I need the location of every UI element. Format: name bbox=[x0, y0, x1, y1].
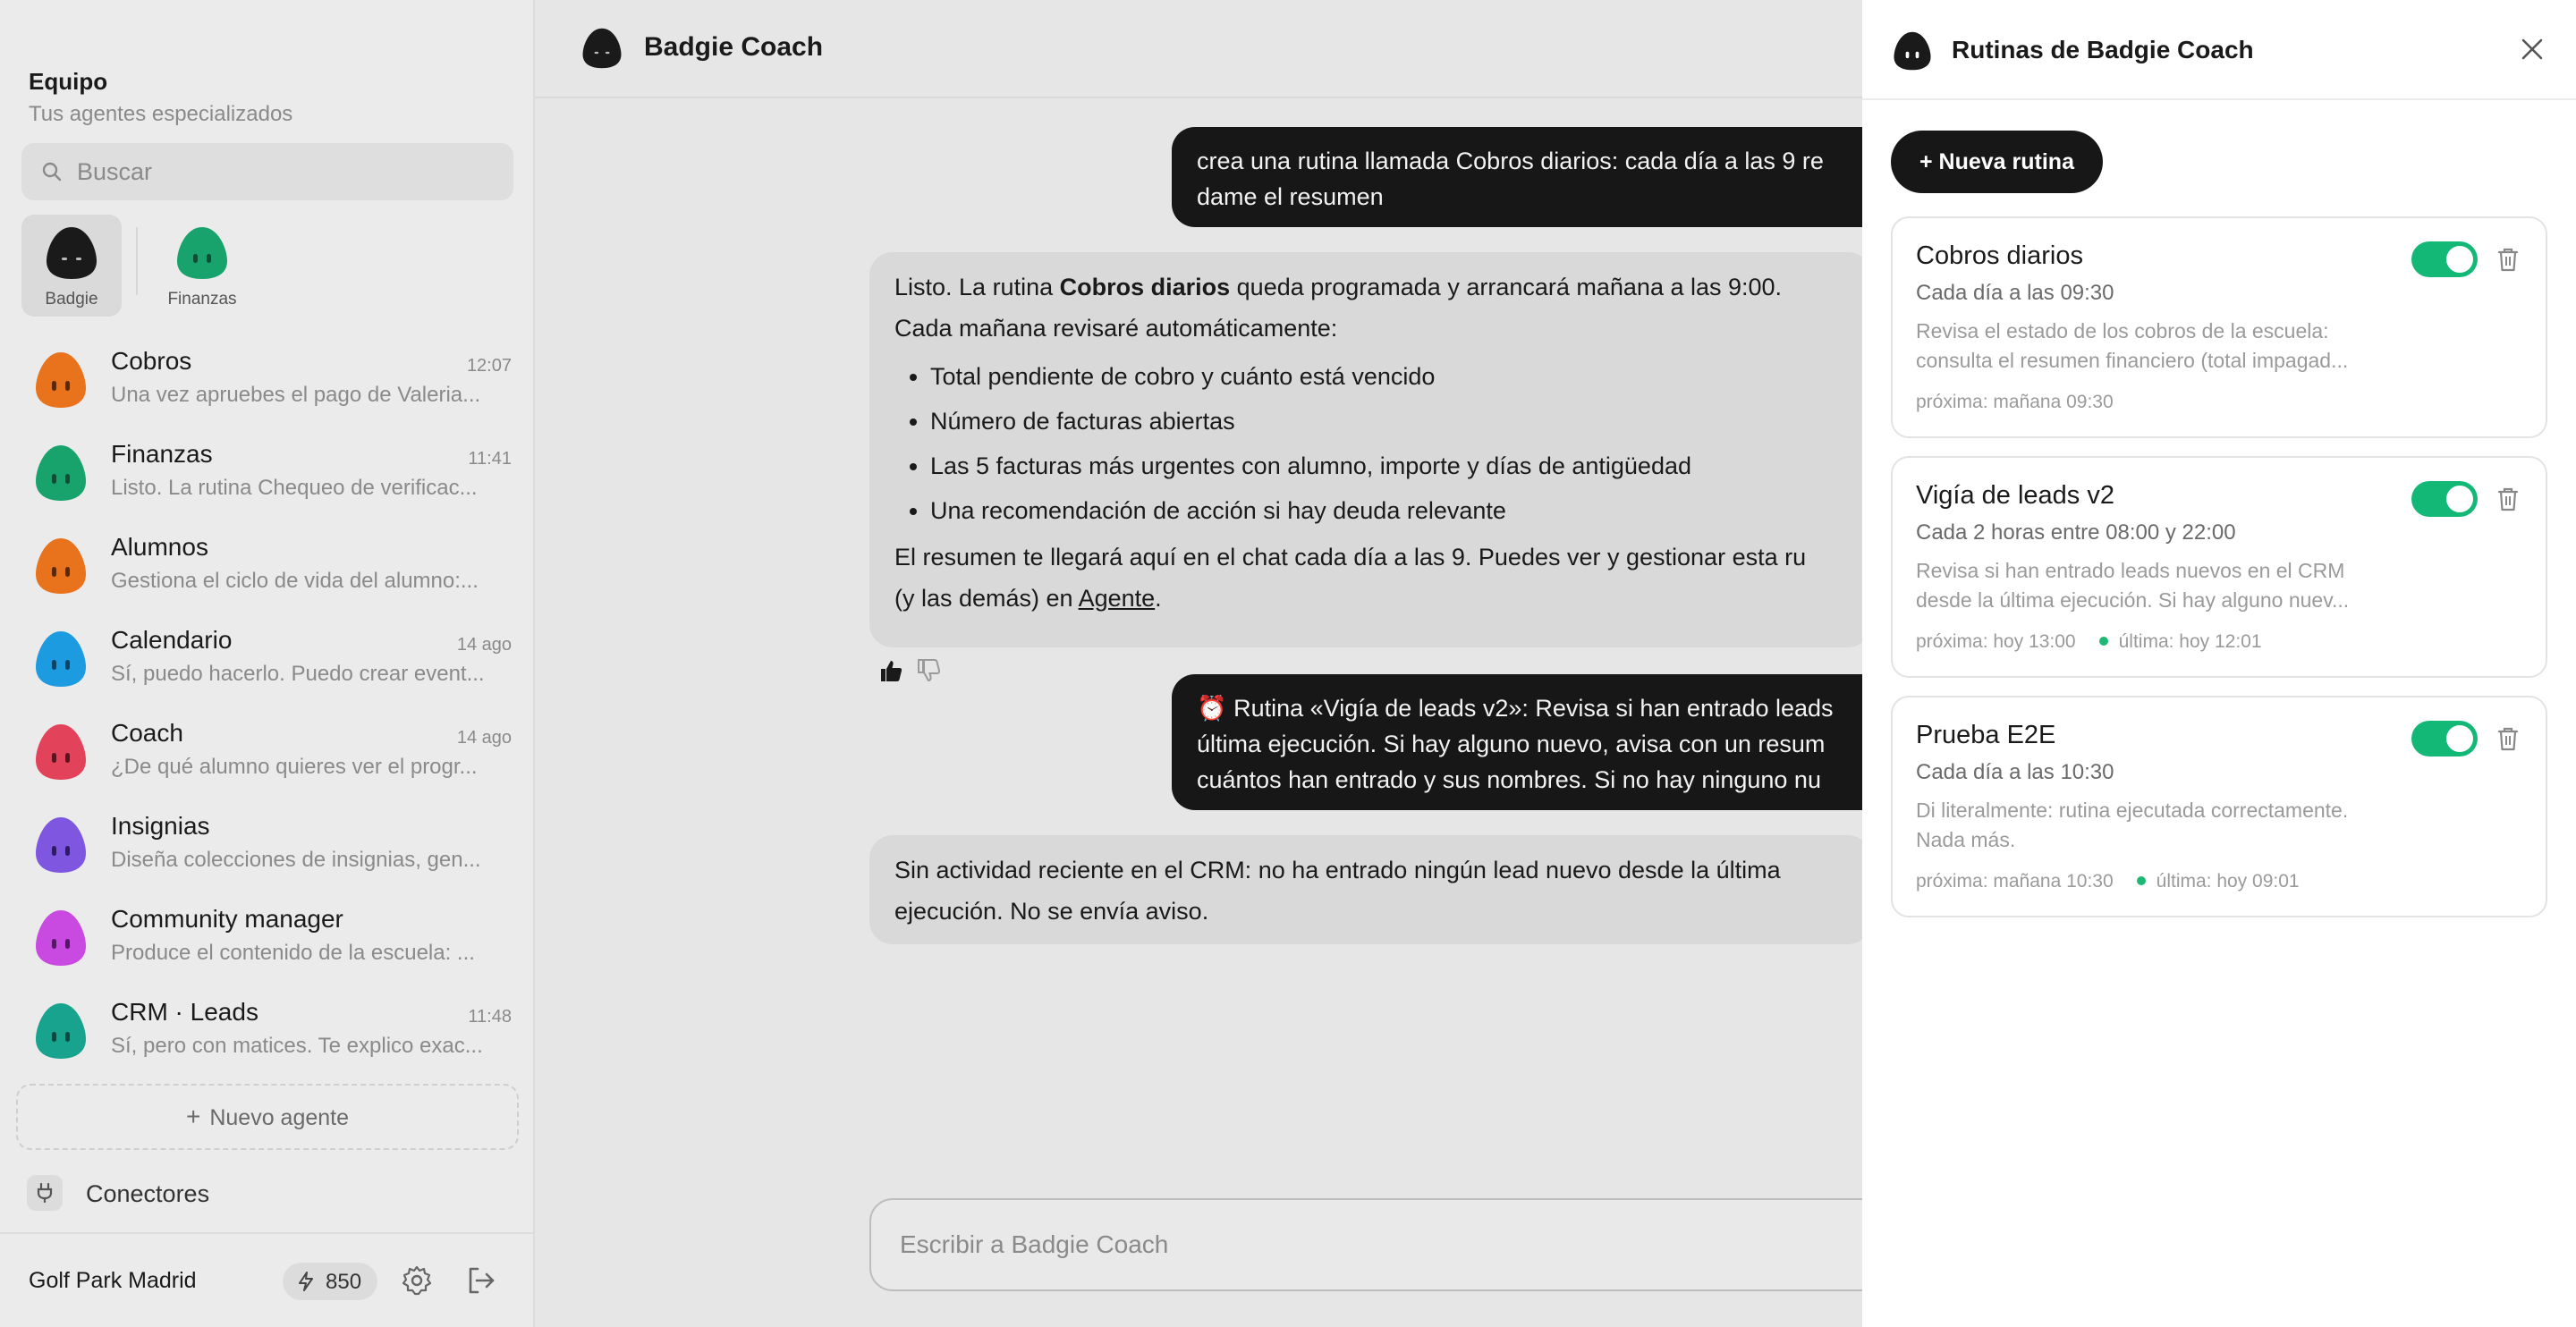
routines-panel bbox=[1862, 0, 2576, 1327]
list-item: • Las 5 facturas más urgentes con alumno, importe y días de antigüedad bbox=[930, 444, 1846, 488]
trash-icon[interactable] bbox=[2497, 486, 2519, 511]
assistant-message bbox=[869, 835, 1871, 944]
routine-meta bbox=[1916, 871, 2300, 892]
message-input[interactable] bbox=[900, 1200, 1794, 1289]
routine-toggle[interactable] bbox=[2411, 241, 2478, 277]
routine-card[interactable] bbox=[1891, 216, 2547, 438]
message-text: . bbox=[1155, 585, 1162, 612]
routine-card[interactable] bbox=[1891, 696, 2547, 917]
credits-badge[interactable] bbox=[283, 1263, 377, 1300]
cobros-avatar-icon bbox=[34, 351, 88, 410]
description-line: Revisa el estado de los cobros de la escuela: bbox=[1916, 319, 2329, 342]
agent-preview: Sí, puedo hacerlo. Puedo crear event... bbox=[111, 662, 485, 686]
badgie-avatar-icon bbox=[45, 225, 98, 281]
toggle-knob bbox=[2446, 246, 2473, 273]
agent-name: CRM · Leads bbox=[111, 998, 258, 1026]
description-line: Revisa si han entrado leads nuevos en el CRM bbox=[1916, 559, 2345, 582]
message-paragraph bbox=[894, 578, 1846, 619]
sidebar-subtitle: Tus agentes especializados bbox=[29, 102, 293, 126]
user-message bbox=[1172, 127, 1887, 227]
chip-label: Finanzas bbox=[167, 290, 237, 309]
badgie-coach-avatar-icon bbox=[1893, 30, 1932, 72]
routine-name: Cobros diarios bbox=[1916, 241, 2083, 270]
panel-header bbox=[1862, 0, 2576, 100]
list-item: • Una recomendación de acción si hay deuda relevante bbox=[930, 488, 1846, 533]
panel-title: Rutinas de Badgie Coach bbox=[1952, 36, 2254, 63]
routine-schedule: Cada día a las 10:30 bbox=[1916, 760, 2114, 784]
last-run: última: hoy 09:01 bbox=[2156, 871, 2300, 892]
crm-leads-avatar-icon bbox=[34, 1002, 88, 1061]
agent-name: Finanzas bbox=[111, 440, 213, 468]
message-composer bbox=[869, 1198, 1943, 1291]
user-message bbox=[1172, 674, 1887, 810]
chat-header bbox=[535, 0, 1862, 98]
message-text: Listo. La rutina bbox=[894, 274, 1060, 300]
routine-toggle[interactable] bbox=[2411, 721, 2478, 756]
gear-icon[interactable] bbox=[401, 1264, 433, 1297]
message-line: última ejecución. Si hay alguno nuevo, avisa con un resum bbox=[1197, 731, 1826, 757]
trash-icon[interactable] bbox=[2497, 247, 2519, 272]
routine-schedule: Cada día a las 09:30 bbox=[1916, 281, 2114, 305]
agent-preview: Diseña colecciones de insignias, gen... bbox=[111, 848, 481, 872]
agent-name: Calendario bbox=[111, 626, 233, 654]
insignias-avatar-icon bbox=[34, 816, 88, 875]
agent-name: Cobros bbox=[111, 347, 192, 375]
agent-item-coach[interactable] bbox=[14, 710, 521, 803]
last-run: última: hoy 12:01 bbox=[2118, 631, 2262, 652]
message-line: Sin actividad reciente en el CRM: no ha entrado ningún lead nuevo desde la última bbox=[894, 857, 1781, 883]
connectors-label: Conectores bbox=[86, 1180, 210, 1207]
agent-name: Coach bbox=[111, 719, 183, 747]
search-icon bbox=[41, 161, 63, 182]
agent-item-finanzas[interactable] bbox=[14, 431, 521, 524]
routine-toggle[interactable] bbox=[2411, 481, 2478, 517]
agent-preview: ¿De qué alumno quieres ver el progr... bbox=[111, 755, 478, 779]
status-dot bbox=[2099, 637, 2108, 646]
new-agent-label: Nuevo agente bbox=[209, 1105, 350, 1130]
list-item: • Número de facturas abiertas bbox=[930, 399, 1846, 444]
chat-area bbox=[535, 0, 1862, 1327]
plug-icon bbox=[27, 1175, 63, 1211]
routine-description bbox=[1916, 556, 2417, 615]
close-icon[interactable] bbox=[2521, 38, 2544, 61]
thumbs-up-icon[interactable] bbox=[878, 658, 903, 683]
next-run: próxima: mañana 09:30 bbox=[1916, 392, 2114, 412]
agent-name: Insignias bbox=[111, 812, 210, 840]
plus-icon: + bbox=[185, 1103, 201, 1130]
sidebar-title: Equipo bbox=[29, 68, 108, 95]
description-line: Di literalmente: rutina ejecutada correctamente. bbox=[1916, 799, 2349, 822]
assistant-message bbox=[869, 252, 1871, 647]
message-list bbox=[930, 354, 1846, 533]
agent-preview: Gestiona el ciclo de vida del alumno:... bbox=[111, 569, 479, 593]
new-routine-button[interactable]: + Nueva rutina bbox=[1891, 131, 2103, 193]
lightning-icon bbox=[297, 1272, 315, 1291]
message-paragraph: Cada mañana revisaré automáticamente: bbox=[894, 315, 1338, 342]
message-text: (y las demás) en bbox=[894, 585, 1079, 612]
agent-time: 14 ago bbox=[456, 728, 512, 748]
sidebar-footer bbox=[0, 1232, 533, 1327]
routine-name: Prueba E2E bbox=[1916, 721, 2056, 749]
agent-time: 14 ago bbox=[456, 635, 512, 655]
agent-preview: Produce el contenido de la escuela: ... bbox=[111, 941, 475, 965]
routine-description bbox=[1916, 796, 2417, 855]
credits-count: 850 bbox=[326, 1270, 362, 1294]
agent-name: Alumnos bbox=[111, 533, 208, 561]
thumbs-down-icon[interactable] bbox=[916, 658, 941, 683]
routine-meta bbox=[1916, 392, 2114, 413]
next-run: próxima: hoy 13:00 bbox=[1916, 631, 2076, 652]
next-run: próxima: mañana 10:30 bbox=[1916, 871, 2114, 892]
finanzas-avatar-icon bbox=[175, 225, 229, 281]
community-manager-avatar-icon bbox=[34, 909, 88, 968]
trash-icon[interactable] bbox=[2497, 726, 2519, 751]
coach-avatar-icon bbox=[34, 723, 88, 782]
agent-preview: Sí, pero con matices. Te explico exac... bbox=[111, 1034, 483, 1058]
chip-finanzas[interactable] bbox=[152, 215, 252, 317]
agent-preview: Una vez apruebes el pago de Valeria... bbox=[111, 383, 481, 407]
calendario-avatar-icon bbox=[34, 630, 88, 689]
list-item: • Total pendiente de cobro y cuánto está vencido bbox=[930, 354, 1846, 399]
description-line: consulta el resumen financiero (total impagad... bbox=[1916, 349, 2349, 372]
agent-item-calendario[interactable] bbox=[14, 617, 521, 710]
agent-item-community-manager[interactable] bbox=[14, 896, 521, 989]
agent-name: Community manager bbox=[111, 905, 343, 933]
agente-link[interactable]: Agente bbox=[1078, 585, 1156, 612]
routine-meta bbox=[1916, 631, 2262, 653]
message-line: crea una rutina llamada Cobros diarios: cada día a las 9 re bbox=[1197, 148, 1824, 174]
search-box bbox=[21, 143, 513, 200]
message-line: cuántos han entrado y sus nombres. Si no hay ninguno nu bbox=[1197, 766, 1821, 793]
routine-card[interactable] bbox=[1891, 456, 2547, 678]
alumnos-avatar-icon bbox=[34, 537, 88, 596]
routine-name: Vigía de leads v2 bbox=[1916, 481, 2114, 510]
finanzas-avatar-icon bbox=[34, 444, 88, 503]
agent-time: 11:41 bbox=[468, 449, 512, 469]
toggle-knob bbox=[2446, 725, 2473, 752]
message-text: queda programada y arrancará mañana a las 9:00. bbox=[1230, 274, 1783, 300]
chip-divider bbox=[136, 227, 138, 295]
message-paragraph: El resumen te llegará aquí en el chat cada día a las 9. Puedes ver y gestionar esta ru bbox=[894, 544, 1807, 571]
chip-label: Badgie bbox=[45, 290, 98, 309]
badgie-coach-avatar-icon bbox=[581, 27, 623, 70]
chip-badgie[interactable] bbox=[21, 215, 122, 317]
message-line: ejecución. No se envía aviso. bbox=[894, 898, 1209, 925]
routine-schedule: Cada 2 horas entre 08:00 y 22:00 bbox=[1916, 520, 2236, 545]
agent-item-insignias[interactable] bbox=[14, 803, 521, 896]
message-paragraph bbox=[894, 266, 1846, 308]
agent-preview: Listo. La rutina Chequeo de verificac... bbox=[111, 476, 478, 500]
toggle-knob bbox=[2446, 486, 2473, 512]
agent-item-cobros[interactable] bbox=[14, 338, 521, 431]
chat-title: Badgie Coach bbox=[644, 32, 824, 62]
description-line: desde la última ejecución. Si hay alguno nuev... bbox=[1916, 588, 2350, 612]
search-input[interactable] bbox=[77, 143, 497, 200]
message-line: dame el resumen bbox=[1197, 183, 1384, 210]
new-agent-button[interactable] bbox=[16, 1084, 519, 1150]
agent-time: 11:48 bbox=[468, 1007, 512, 1027]
logout-icon[interactable] bbox=[465, 1264, 497, 1297]
routine-name-bold: Cobros diarios bbox=[1059, 274, 1231, 300]
agent-item-crm-leads[interactable] bbox=[14, 989, 521, 1082]
agent-item-alumnos[interactable] bbox=[14, 524, 521, 617]
agent-time: 12:07 bbox=[466, 356, 512, 376]
sidebar bbox=[0, 0, 535, 1327]
message-line: ⏰ Rutina «Vigía de leads v2»: Revisa si han entrado leads bbox=[1197, 695, 1834, 722]
description-line: Nada más. bbox=[1916, 828, 2016, 851]
org-name: Golf Park Madrid bbox=[29, 1268, 197, 1293]
status-dot bbox=[2137, 876, 2146, 885]
routine-description bbox=[1916, 317, 2417, 376]
